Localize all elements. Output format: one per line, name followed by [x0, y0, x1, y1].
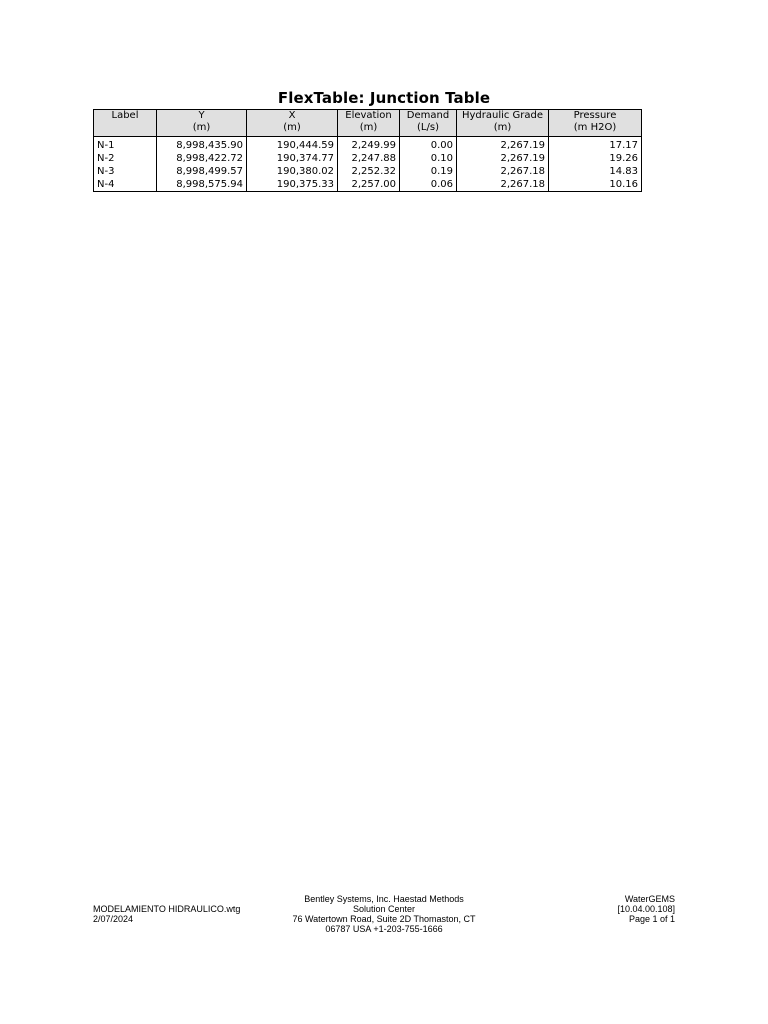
column-header-x	[247, 110, 338, 137]
footer-version: [10.04.00.108]	[617, 904, 675, 914]
junction-table	[93, 109, 642, 192]
cell-hydraulic-grade: 2,267.19	[457, 137, 549, 153]
header-pressure-line1: Pressure	[573, 110, 617, 121]
header-demand-line1: Demand	[406, 110, 450, 121]
table-row	[94, 178, 642, 192]
cell-x: 190,375.33	[247, 178, 338, 192]
cell-pressure: 14.83	[549, 165, 642, 178]
header-x-line1: X	[288, 110, 296, 121]
table-row	[94, 152, 642, 165]
footer-page-number: Page 1 of 1	[628, 914, 675, 924]
cell-y: 8,998,499.57	[157, 165, 247, 178]
cell-x: 190,374.77	[247, 152, 338, 165]
column-header-hydraulic-grade	[457, 110, 549, 137]
footer-product: WaterGEMS	[624, 894, 675, 904]
cell-demand: 0.10	[400, 152, 457, 165]
table-header-row	[94, 110, 642, 137]
table-row	[94, 137, 642, 153]
footer-left	[93, 904, 240, 924]
cell-pressure: 19.26	[549, 152, 642, 165]
cell-label: N-4	[94, 178, 157, 192]
header-demand-unit: (L/s)	[417, 122, 439, 133]
header-hydraulic-grade-line1: Hydraulic Grade	[461, 110, 544, 121]
header-elevation-unit: (m)	[359, 122, 378, 133]
cell-elevation: 2,252.32	[338, 165, 400, 178]
column-header-pressure	[549, 110, 642, 137]
footer-company: Bentley Systems, Inc. Haestad Methods	[304, 894, 464, 904]
header-elevation-line1: Elevation	[345, 110, 392, 121]
cell-label: N-3	[94, 165, 157, 178]
cell-elevation: 2,257.00	[338, 178, 400, 192]
cell-pressure: 10.16	[549, 178, 642, 192]
cell-y: 8,998,435.90	[157, 137, 247, 153]
cell-demand: 0.06	[400, 178, 457, 192]
footer-filename: MODELAMIENTO HIDRAULICO.wtg	[93, 904, 241, 914]
footer-address: 76 Watertown Road, Suite 2D Thomaston, CT	[292, 914, 476, 924]
cell-label: N-2	[94, 152, 157, 165]
header-hydraulic-grade-unit: (m)	[493, 122, 512, 133]
cell-label: N-1	[94, 137, 157, 153]
cell-elevation: 2,247.88	[338, 152, 400, 165]
column-header-y	[157, 110, 247, 137]
table-row	[94, 165, 642, 178]
footer-zip-phone: 06787 USA +1-203-755-1666	[325, 924, 443, 934]
header-x-unit: (m)	[283, 122, 301, 133]
page-title: FlexTable: Junction Table	[277, 89, 491, 107]
cell-y: 8,998,575.94	[157, 178, 247, 192]
footer-date: 2/07/2024	[93, 914, 134, 924]
header-label-line1: Label	[111, 110, 139, 121]
header-y-line1: Y	[198, 110, 205, 121]
column-header-label	[94, 110, 157, 137]
cell-hydraulic-grade: 2,267.18	[457, 178, 549, 192]
column-header-elevation	[338, 110, 400, 137]
footer-solution-center: Solution Center	[352, 904, 416, 914]
cell-elevation: 2,249.99	[338, 137, 400, 153]
cell-pressure: 17.17	[549, 137, 642, 153]
cell-demand: 0.19	[400, 165, 457, 178]
header-y-unit: (m)	[192, 122, 211, 133]
footer-center	[234, 894, 534, 934]
footer-right	[617, 894, 675, 924]
cell-hydraulic-grade: 2,267.18	[457, 165, 549, 178]
header-pressure-unit: (m H2O)	[573, 122, 617, 133]
cell-x: 190,444.59	[247, 137, 338, 153]
cell-y: 8,998,422.72	[157, 152, 247, 165]
cell-demand: 0.00	[400, 137, 457, 153]
cell-x: 190,380.02	[247, 165, 338, 178]
column-header-demand	[400, 110, 457, 137]
cell-hydraulic-grade: 2,267.19	[457, 152, 549, 165]
